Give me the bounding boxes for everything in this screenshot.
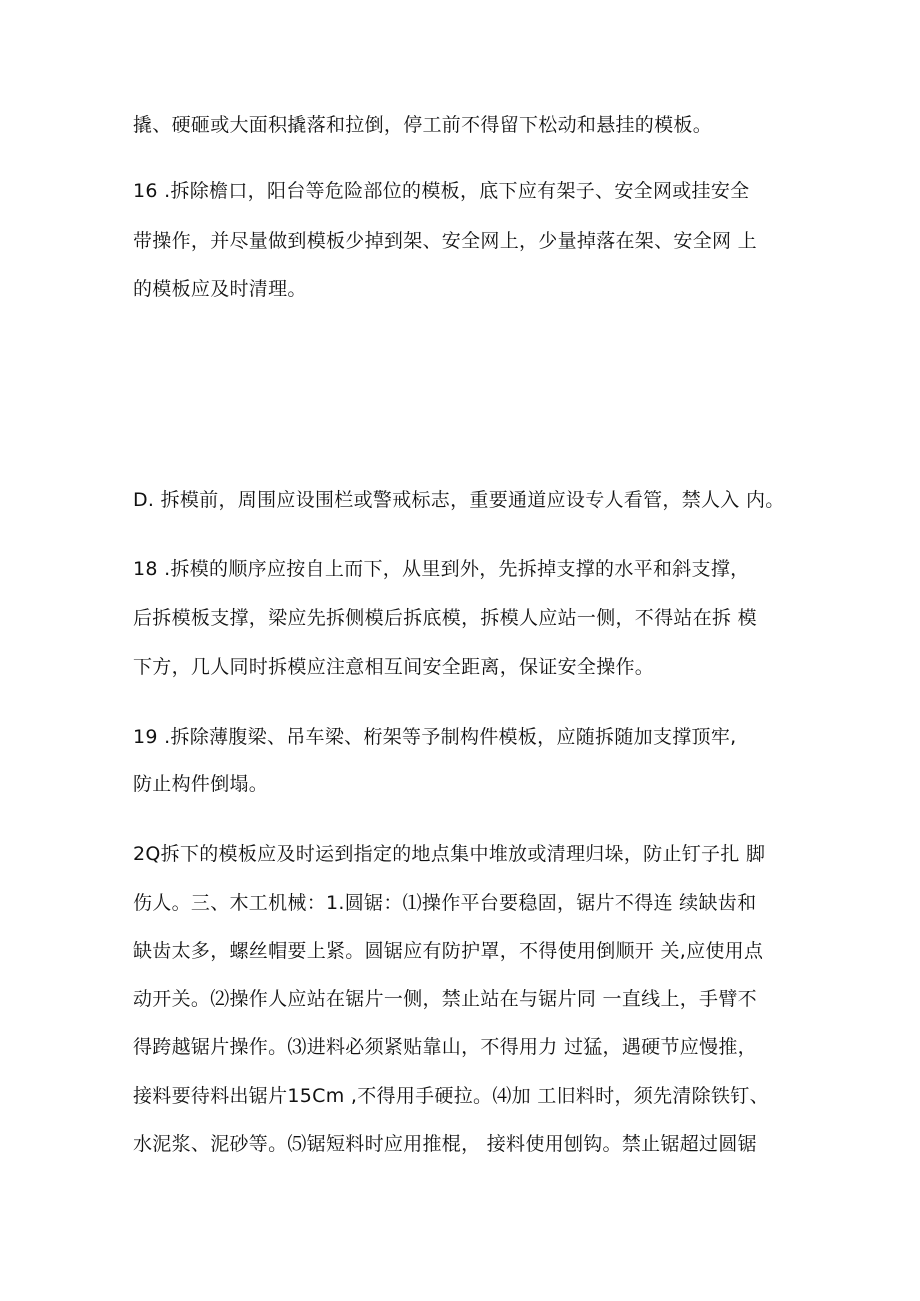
- text-line: 后拆模板支撑，梁应先拆侧模后拆底模，拆模人应站一侧，不得站在拆 模: [133, 607, 757, 629]
- text-line: D. 拆模前，周围应设围栏或警戒标志，重要通道应设专人看管，禁人入 内。: [133, 489, 785, 511]
- text-line: 下方，几人同时拆模应注意相互间安全距离，保证安全操作。: [133, 656, 655, 678]
- text-line: 带操作，并尽量做到模板少掉到架、安全网上，少量掉落在架、安全网 上: [133, 230, 757, 252]
- text-line: 19 .拆除薄腹梁、吊车梁、桁架等予制构件模板，应随拆随加支撑顶牢,: [133, 726, 737, 748]
- text-line: 18 .拆模的顺序应按自上而下，从里到外，先拆掉支撑的水平和斜支撑，: [133, 558, 750, 580]
- text-line: 的模板应及时清理。: [133, 278, 307, 300]
- text-line: 接料要待料出锯片15Cm ,不得用手硬拉。⑷加 工旧料时，须先清除铁钉、: [133, 1085, 769, 1107]
- text-line: 动开关。⑵操作人应站在锯片一侧，禁止站在与锯片同 一直线上，手臂不: [133, 988, 757, 1010]
- text-line: 缺齿太多，螺丝帽要上紧。圆锯应有防护罩，不得使用倒顺开 关,应使用点: [133, 940, 764, 962]
- text-line: 水泥浆、泥砂等。⑸锯短料时应用推棍， 接料使用刨钩。禁止锯超过圆锯: [133, 1133, 757, 1155]
- text-line: 2Q拆下的模板应及时运到指定的地点集中堆放或清理归垛，防止钉子扎 脚: [133, 843, 766, 865]
- text-line: 伤人。三、木工机械：1.圆锯：⑴操作平台要稳固，锯片不得连 续缺齿和: [133, 892, 757, 914]
- text-line: 16 .拆除檐口，阳台等危险部位的模板，底下应有架子、安全网或挂安全: [133, 180, 750, 202]
- text-line: 得跨越锯片操作。⑶进料必须紧贴靠山，不得用力 过猛，遇硬节应慢推，: [133, 1036, 757, 1058]
- text-line: 撬、硬砸或大面积撬落和拉倒，停工前不得留下松动和悬挂的模板。: [133, 114, 713, 136]
- text-line: 防止构件倒塌。: [133, 773, 269, 795]
